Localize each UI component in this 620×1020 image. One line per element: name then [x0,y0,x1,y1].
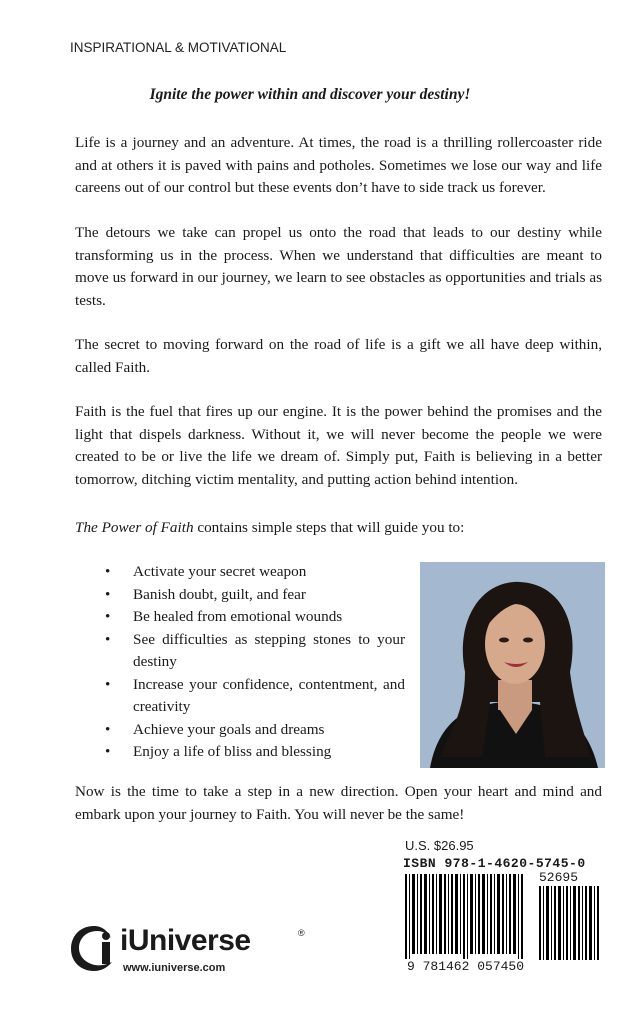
list-item: • Activate your secret weapon [105,561,405,584]
list-item: • Be healed from emotional wounds [105,606,405,629]
publisher-url: www.iuniverse.com [123,962,226,974]
author-portrait-illustration [420,562,605,768]
price-label: U.S. $26.95 [405,838,474,853]
list-item: • Increase your confidence, contentment, and creativity [105,674,405,719]
price-code: 52695 [539,870,579,885]
paragraph-1: Life is a journey and an adventure. At times, the road is a thrilling rollercoaster ride and at others it is paved with pains and potholes. Sometimes we lose our way and life careens out of our control but these events don’t have to side track us forever. [75,134,602,196]
closing-paragraph: Now is the time to take a step in a new direction. Open your heart and mind and embark upon your journey to Faith. You will never be the same! [75,783,602,823]
paragraph-4: Faith is the fuel that fires up our engine. It is the power behind the promises and the light that dispels darkness. Without it, we will never become the people we were created to be or live the life we dream of. Simply put, Faith is believing in a better tomorrow, ditching victim mentality, and putting action behind intention. [75,403,602,488]
category-label: INSPIRATIONAL & MOTIVATIONAL [70,40,287,55]
iuniverse-swoosh-icon [68,922,120,974]
paragraph-2: The detours we take can propel us onto the road that leads to our destiny while transforming us in the process. When we understand that difficulties are meant to move us forward in our journey, we learn to see obstacles as opportunities and trials as tests. [75,224,602,309]
list-item: • Banish doubt, guilt, and fear [105,584,405,607]
registered-mark: ® [298,928,305,938]
intro-text: contains simple steps that will guide you to: [193,519,465,536]
barcode [403,856,603,976]
publisher-name: iUniverse [120,924,251,957]
list-item: • See difficulties as stepping stones to your destiny [105,629,405,674]
author-photo [420,562,605,768]
tagline: Ignite the power within and discover your destiny! [149,86,471,103]
publisher-logo [68,922,308,982]
intro-line [75,519,464,537]
list-item: • Achieve your goals and dreams [105,719,405,742]
bullet-list [105,561,405,764]
isbn-text: ISBN 978-1-4620-5745-0 [403,856,586,871]
list-item: • Enjoy a life of bliss and blessing [105,741,405,764]
ean-digits: 9 781462 057450 [407,959,525,974]
paragraph-3: The secret to moving forward on the road of life is a gift we all have deep within, called Faith. [75,336,602,376]
book-title: The Power of Faith [75,519,194,536]
